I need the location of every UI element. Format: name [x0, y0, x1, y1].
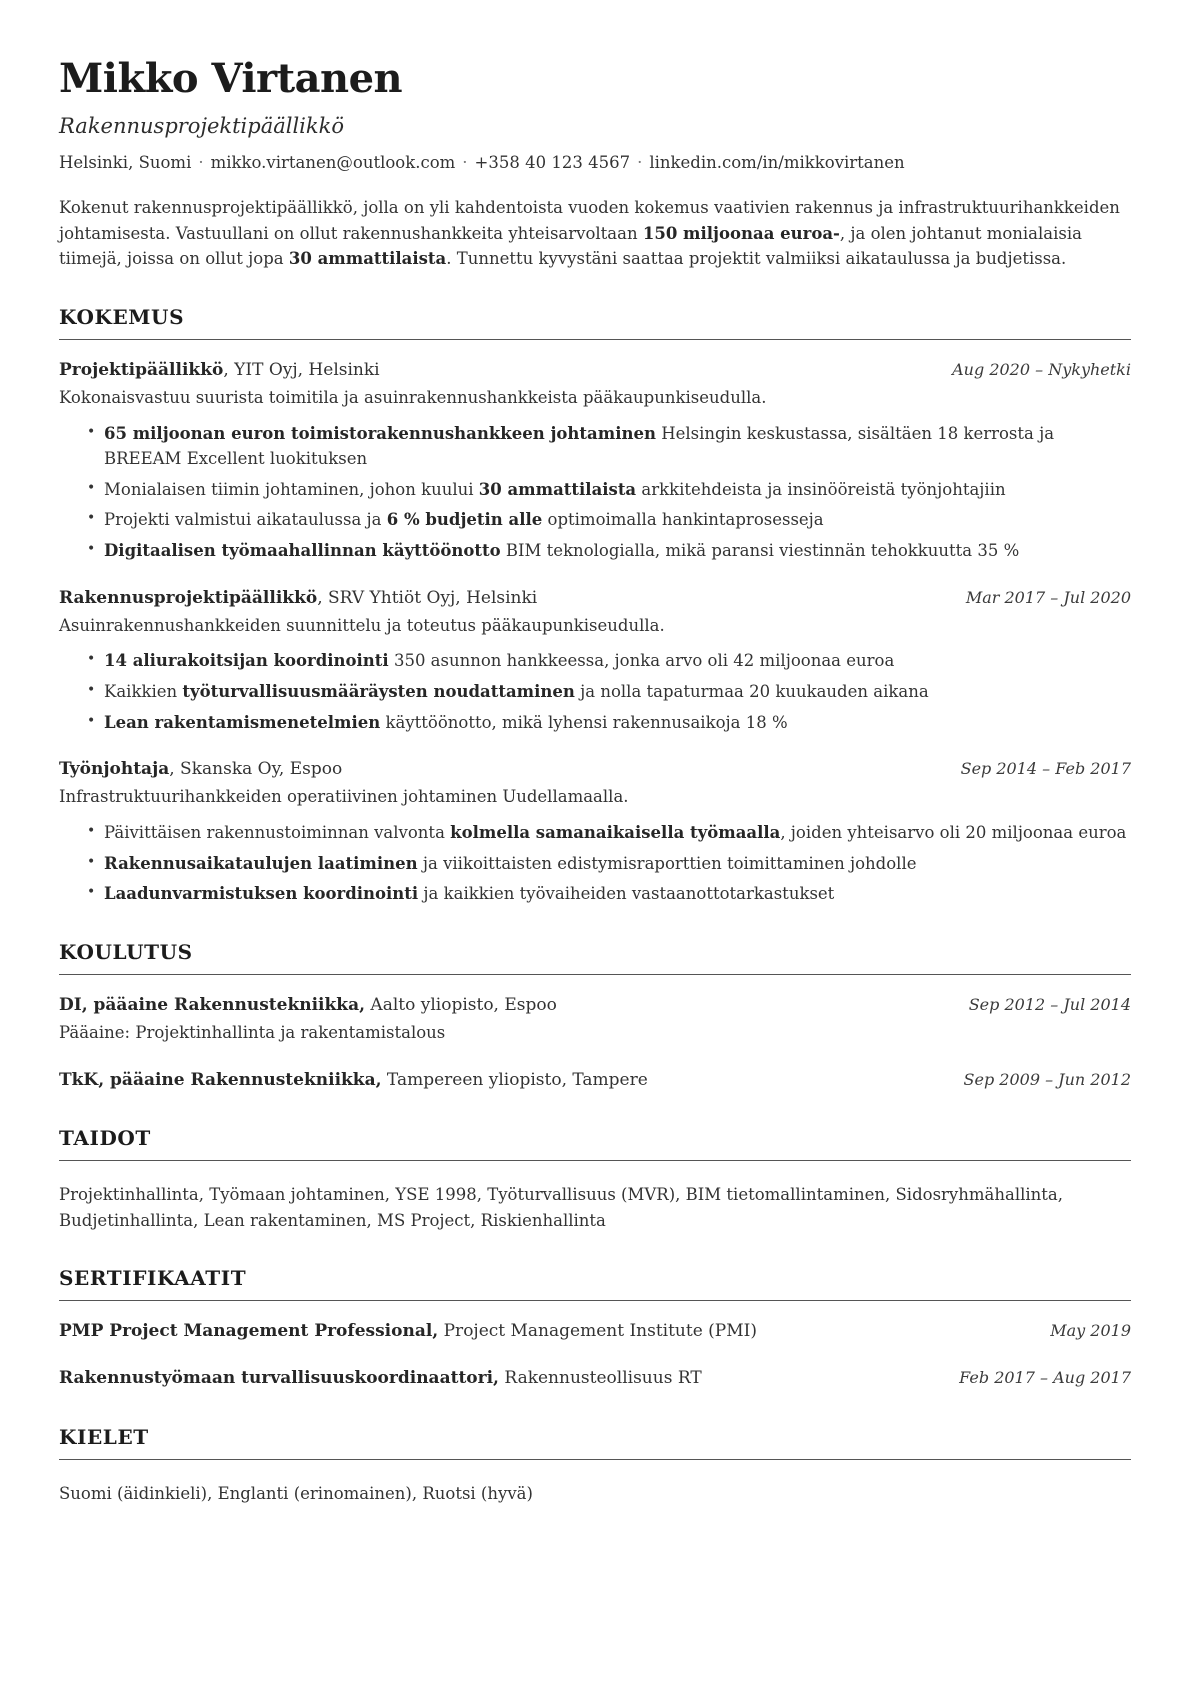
- section-rule: [59, 1160, 1131, 1161]
- certification-dates: May 2019: [1050, 1321, 1131, 1341]
- section-skills: [59, 1126, 1131, 1233]
- contact-phone: +358 40 123 4567: [474, 152, 631, 172]
- certification-items: [59, 1318, 1131, 1392]
- section-experience: [59, 305, 1131, 907]
- section-rule: [59, 974, 1131, 975]
- emphasis-text: 14 aliurakoitsijan koordinointi: [104, 651, 389, 671]
- bullet-item: [87, 679, 1131, 705]
- certification-entry: [59, 1318, 1131, 1344]
- job-dates: Mar 2017 – Jul 2020: [965, 587, 1131, 607]
- bullet-item: [87, 477, 1131, 503]
- bullet-text: [104, 651, 894, 670]
- emphasis-text: 30 ammattilaista: [288, 249, 447, 269]
- contact-location: Helsinki, Suomi: [59, 152, 192, 172]
- job-title-line: [59, 585, 537, 611]
- experience-items: [59, 357, 1131, 907]
- emphasis-text: Laadunvarmistuksen koordinointi: [104, 884, 419, 904]
- section-heading-experience: KOKEMUS: [59, 304, 185, 329]
- emphasis-text: työturvallisuusmääräysten noudattaminen: [182, 681, 575, 701]
- section-rule: [59, 1300, 1131, 1301]
- certification-entry: [59, 1365, 1131, 1391]
- plain-text: käyttöönotto, mikä lyhensi rakennusaikoja 18 %: [380, 712, 788, 732]
- plain-text: optimoimalla hankintaprosesseja: [542, 510, 824, 530]
- bullet-item: [87, 820, 1131, 846]
- section-heading-languages: KIELET: [59, 1424, 149, 1449]
- bullet-text: [104, 682, 929, 701]
- education-note: Pääaine: Projektinhallinta ja rakentamistalous: [59, 1023, 446, 1043]
- education-items: [59, 992, 1131, 1093]
- job-entry: [59, 756, 1131, 907]
- job-entry-head: [59, 357, 1131, 383]
- plain-text: Päivittäisen rakennustoiminnan valvonta: [104, 823, 451, 843]
- contact-line: [59, 150, 1131, 176]
- education-school: Tampereen yliopisto, Tampere: [381, 1069, 648, 1090]
- section-education: [59, 940, 1131, 1093]
- education-title-line: [59, 992, 557, 1018]
- plain-text: ja kaikkien työvaiheiden vastaanottotarkastukset: [418, 884, 835, 904]
- plain-text: . Tunnettu kyvystäni saattaa projektit valmiiksi aikataulussa ja budjetissa.: [446, 249, 1067, 269]
- job-company: , SRV Yhtiöt Oyj, Helsinki: [317, 587, 538, 608]
- job-title: Työnjohtaja: [59, 759, 170, 780]
- bullet-text: [104, 823, 1126, 842]
- job-title-line: [59, 756, 342, 782]
- bullet-text: [104, 541, 1019, 560]
- bullet-text: [104, 424, 1054, 469]
- bullet-text: [104, 480, 1006, 499]
- bullet-item: [87, 648, 1131, 674]
- plain-text: BIM teknologialla, mikä paransi viestinnän tehokkuutta 35 %: [500, 540, 1020, 560]
- job-entry-head: [59, 756, 1131, 782]
- section-heading-education: KOULUTUS: [59, 939, 193, 964]
- emphasis-text: 65 miljoonan euron toimistorakennushankkeen johtaminen: [104, 423, 656, 443]
- contact-email: mikko.virtanen@outlook.com: [210, 152, 456, 172]
- bullet-text: [104, 884, 834, 903]
- plain-text: Monialaisen tiimin johtaminen, johon kuului: [104, 479, 479, 499]
- emphasis-text: Lean rakentamismenetelmien: [104, 712, 381, 732]
- education-school: Aalto yliopisto, Espoo: [365, 994, 557, 1015]
- certification-dates: Feb 2017 – Aug 2017: [959, 1368, 1131, 1388]
- section-rule: [59, 1459, 1131, 1460]
- plain-text: ja viikoittaisten edistymisraporttien toimittaminen johdolle: [417, 853, 917, 873]
- job-entry: [59, 585, 1131, 736]
- education-entry: [59, 1067, 1131, 1093]
- bullet-text: [104, 713, 788, 732]
- plain-text: Helsingin keskustassa, sisältäen 18 kerrosta ja BREEAM Excellent luokituksen: [104, 423, 1055, 469]
- section-languages: [59, 1425, 1131, 1507]
- job-title: Rakennusprojektipäällikkö: [59, 587, 318, 608]
- job-bullets: [59, 648, 1131, 735]
- job-description: Asuinrakennushankkeiden suunnittelu ja toteutus pääkaupunkiseudulla.: [59, 615, 665, 635]
- education-entry-head: [59, 1067, 1131, 1093]
- emphasis-text: Digitaalisen työmaahallinnan käyttöönotto: [104, 540, 501, 560]
- section-heading-skills: TAIDOT: [59, 1125, 151, 1150]
- bullet-text: [104, 510, 824, 529]
- emphasis-text: 150 miljoonaa euroa-: [642, 223, 840, 243]
- bullet-item: [87, 507, 1131, 533]
- contact-linkedin: linkedin.com/in/mikkovirtanen: [649, 152, 905, 172]
- job-company: , Skanska Oy, Espoo: [169, 759, 343, 780]
- bullet-item: [87, 710, 1131, 736]
- bullet-text: [104, 854, 917, 873]
- person-job-title: Rakennusprojektipäällikkö: [59, 114, 344, 138]
- plain-text: Kaikkien: [104, 681, 183, 701]
- job-dates: Aug 2020 – Nykyhetki: [952, 359, 1131, 379]
- emphasis-text: kolmella samanaikaisella työmaalla: [450, 823, 781, 843]
- certification-issuer: Rakennusteollisuus RT: [498, 1368, 702, 1389]
- bullet-item: [87, 881, 1131, 907]
- plain-text: Projekti valmistui aikataulussa ja: [104, 510, 387, 530]
- contact-separator: ·: [637, 152, 643, 172]
- job-bullets: [59, 820, 1131, 907]
- certification-entry-head: [59, 1365, 1131, 1391]
- plain-text: arkkitehdeista ja insinööreistä työnjohtajiin: [636, 479, 1006, 499]
- plain-text: , joiden yhteisarvo oli 20 miljoonaa euroa: [780, 823, 1127, 843]
- skills-list-text: Projektinhallinta, Työmaan johtaminen, YSE 1998, Työturvallisuus (MVR), BIM tietomallintaminen, Sidosryhmähallinta, Budjetinhallinta, Lean rakentaminen, MS Project, Riskienhallinta: [59, 1184, 1063, 1230]
- education-dates: Sep 2012 – Jul 2014: [968, 994, 1131, 1014]
- certification-name: Rakennustyömaan turvallisuuskoordinaattori,: [59, 1368, 499, 1389]
- certification-issuer: Project Management Institute (PMI): [438, 1321, 758, 1342]
- education-entry-head: [59, 992, 1131, 1018]
- plain-text: , ja olen johtanut monialaisia tiimejä, joissa on ollut jopa: [59, 223, 1082, 269]
- contact-separator: ·: [462, 152, 468, 172]
- education-degree: TkK, pääaine Rakennustekniikka,: [59, 1069, 382, 1090]
- bullet-item: [87, 851, 1131, 877]
- job-bullets: [59, 421, 1131, 564]
- job-description: Infrastruktuurihankkeiden operatiivinen johtaminen Uudellamaalla.: [59, 787, 629, 807]
- education-dates: Sep 2009 – Jun 2012: [963, 1069, 1131, 1089]
- person-name: Mikko Virtanen: [59, 55, 403, 102]
- section-rule: [59, 339, 1131, 340]
- emphasis-text: Rakennusaikataulujen laatiminen: [104, 853, 418, 873]
- certification-title-line: [59, 1365, 702, 1391]
- languages-text: Suomi (äidinkieli), Englanti (erinomainen), Ruotsi (hyvä): [59, 1483, 533, 1503]
- bullet-item: [87, 421, 1131, 472]
- education-degree: DI, pääaine Rakennustekniikka,: [59, 994, 366, 1015]
- certification-name: PMP Project Management Professional,: [59, 1321, 439, 1342]
- job-title: Projektipäällikkö: [59, 359, 224, 380]
- section-certifications: [59, 1266, 1131, 1392]
- emphasis-text: 6 % budjetin alle: [386, 510, 543, 530]
- job-title-line: [59, 357, 380, 383]
- plain-text: Kokenut rakennusprojektipäällikkö, jolla on yli kahdentoista vuoden kokemus vaativien rakennus ja infrastruktuurihankkeiden johtamisesta. Vastuullani on ollut rakennushankkeita yhteisarvoltaan: [59, 198, 1120, 243]
- contact-separator: ·: [198, 152, 204, 172]
- education-entry: [59, 992, 1131, 1046]
- job-entry: [59, 357, 1131, 564]
- job-dates: Sep 2014 – Feb 2017: [960, 759, 1131, 779]
- certification-entry-head: [59, 1318, 1131, 1344]
- emphasis-text: 30 ammattilaista: [478, 479, 637, 499]
- certification-title-line: [59, 1318, 757, 1344]
- plain-text: ja nolla tapaturmaa 20 kuukauden aikana: [574, 681, 929, 701]
- job-entry-head: [59, 585, 1131, 611]
- education-title-line: [59, 1067, 648, 1093]
- plain-text: 350 asunnon hankkeessa, jonka arvo oli 42 miljoonaa euroa: [388, 651, 895, 671]
- bullet-item: [87, 538, 1131, 564]
- section-heading-certifications: SERTIFIKAATIT: [59, 1266, 247, 1291]
- job-description: Kokonaisvastuu suurista toimitila ja asuinrakennushankkeista pääkaupunkiseudulla.: [59, 388, 767, 408]
- summary-paragraph: [59, 195, 1131, 272]
- job-company: , YIT Oyj, Helsinki: [223, 359, 380, 380]
